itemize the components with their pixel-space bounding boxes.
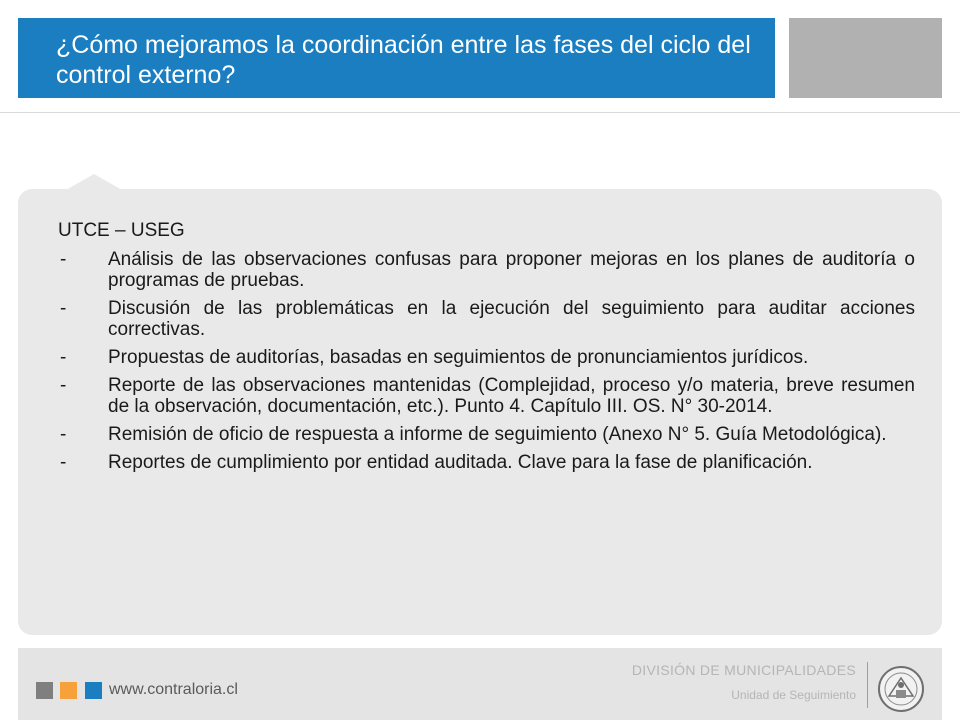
footer-separator [867, 662, 868, 708]
bullet-text: Reporte de las observaciones mantenidas (Complejidad, proceso y/o materia, breve resumen de la observación, documentación, etc.). Punto 4. Capítulo III. OS. N° 30-2014. [108, 375, 915, 417]
callout-arrow [66, 174, 122, 190]
bullet-marker: - [60, 452, 67, 473]
decorative-gray-box [789, 18, 942, 98]
bullet-marker: - [60, 375, 67, 396]
bullet-marker: - [60, 424, 67, 445]
unit-name: Unidad de Seguimiento [731, 688, 856, 702]
bullet-marker: - [60, 249, 67, 270]
bullet-marker: - [60, 298, 67, 319]
content-heading: UTCE – USEG [58, 220, 185, 241]
bullet-item [58, 298, 915, 340]
bullet-item [58, 424, 915, 445]
bullet-item [58, 375, 915, 417]
content-body [58, 220, 915, 480]
footer-bar [18, 648, 942, 720]
bullet-item [58, 249, 915, 291]
bullet-text: Propuestas de auditorías, basadas en seguimientos de pronunciamientos jurídicos. [108, 347, 809, 368]
contraloria-seal-icon [876, 664, 926, 714]
footer-square-blue [85, 682, 102, 699]
bullet-item [58, 452, 915, 473]
bullet-text: Reportes de cumplimiento por entidad auditada. Clave para la fase de planificación. [108, 452, 813, 473]
footer-square-gray [36, 682, 53, 699]
title-bar [18, 18, 775, 98]
divider-line [0, 112, 960, 113]
slide-title: ¿Cómo mejoramos la coordinación entre las fases del ciclo del control externo? [56, 31, 751, 89]
website-link[interactable]: www.contraloria.cl [109, 681, 238, 698]
bullet-text: Análisis de las observaciones confusas para proponer mejoras en los planes de auditoría o programas de pruebas. [108, 249, 915, 291]
bullet-item [58, 347, 915, 368]
bullet-marker: - [60, 347, 67, 368]
footer-square-orange [60, 682, 77, 699]
bullet-text: Discusión de las problemáticas en la ejecución del seguimiento para auditar acciones correctivas. [108, 298, 915, 340]
bullet-text: Remisión de oficio de respuesta a informe de seguimiento (Anexo N° 5. Guía Metodológica). [108, 424, 887, 445]
division-name: DIVISIÓN DE MUNICIPALIDADES [631, 662, 856, 678]
